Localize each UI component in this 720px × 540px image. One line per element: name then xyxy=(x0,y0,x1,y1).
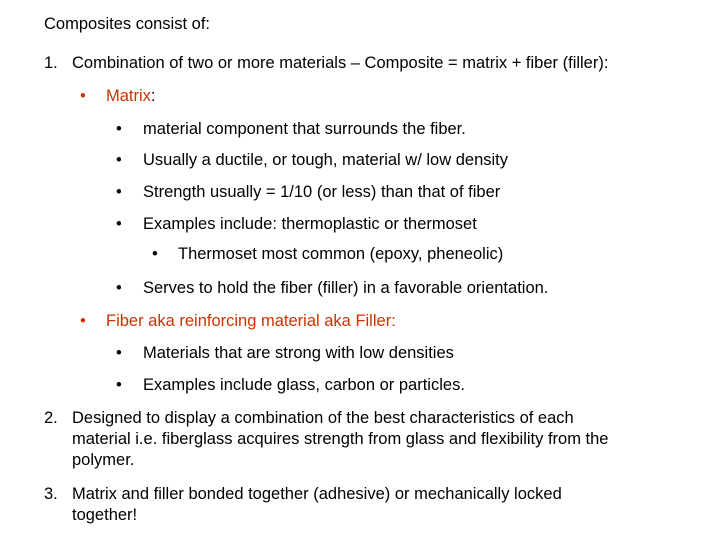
matrix-sub-item-1: material component that surrounds the fiber. xyxy=(143,120,466,138)
matrix-heading xyxy=(106,86,156,106)
matrix-subsub-bullet: • xyxy=(152,245,158,263)
matrix-last-item: Serves to hold the fiber (filler) in a favorable orientation. xyxy=(143,279,549,297)
item-3-number: 3. xyxy=(44,485,58,503)
fiber-sub-item-1: Materials that are strong with low densities xyxy=(143,344,454,362)
item-3-line-1: Matrix and filler bonded together (adhesive) or mechanically locked xyxy=(72,485,562,503)
matrix-sub-item-3: Strength usually = 1/10 (or less) than that of fiber xyxy=(143,183,501,201)
fiber-bullet: • xyxy=(80,312,86,330)
item-1-number: 1. xyxy=(44,54,58,72)
fiber-sub-bullet-2: • xyxy=(116,376,122,394)
item-2-line-2: material i.e. fiberglass acquires strength from glass and flexibility from the xyxy=(72,430,609,448)
item-1-text: Combination of two or more materials – Composite = matrix + fiber (filler): xyxy=(72,54,609,72)
slide-heading: Composites consist of: xyxy=(44,15,210,33)
fiber-label: Fiber aka reinforcing material aka Filler: xyxy=(106,312,396,330)
matrix-label: Matrix xyxy=(106,87,151,105)
matrix-last-bullet: • xyxy=(116,279,122,297)
item-2-number: 2. xyxy=(44,409,58,427)
matrix-colon: : xyxy=(150,87,156,105)
matrix-sub-bullet-4: • xyxy=(116,215,122,233)
matrix-bullet: • xyxy=(80,87,86,105)
fiber-sub-bullet-1: • xyxy=(116,344,122,362)
item-3-line-2: together! xyxy=(72,506,138,524)
item-2-line-3: polymer. xyxy=(72,451,135,469)
matrix-sub-item-2: Usually a ductile, or tough, material w/ low density xyxy=(143,151,508,169)
matrix-sub-item-4: Examples include: thermoplastic or thermoset xyxy=(143,215,477,233)
fiber-sub-item-2: Examples include glass, carbon or particles. xyxy=(143,376,465,394)
matrix-subsub-item: Thermoset most common (epoxy, pheneolic) xyxy=(178,245,504,263)
item-2-line-1: Designed to display a combination of the best characteristics of each xyxy=(72,409,574,427)
matrix-sub-bullet-1: • xyxy=(116,120,122,138)
matrix-sub-bullet-3: • xyxy=(116,183,122,201)
matrix-sub-bullet-2: • xyxy=(116,151,122,169)
